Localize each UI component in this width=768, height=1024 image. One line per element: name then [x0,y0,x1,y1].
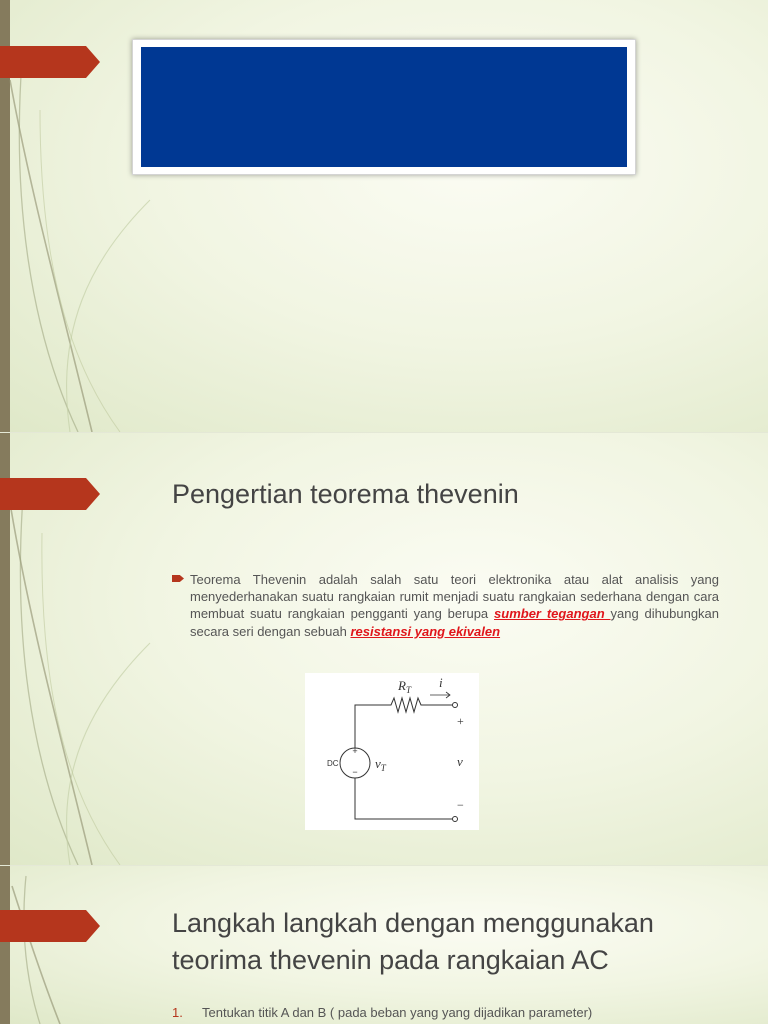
slide-title-line-1: Langkah langkah dengan menggunakan [172,908,654,938]
resistor-subscript: T [405,685,411,695]
output-minus-sign: − [457,798,464,812]
bullet-text-part: Teorema Thevenin adalah salah satu teori elektronika atau alat analisis yang menyederhanakan suatu rangkaian rumit menjadi suatu rangkaian sederhana dengan cara membuat suatu rangkaian pengganti yang berupa [190,572,719,622]
highlight-resistansi: resistansi yang ekivalen [350,623,501,639]
terminal-bottom [453,817,458,822]
thevenin-circuit-diagram [305,673,479,830]
slide-2 [0,433,768,865]
slide-title: Pengertian teorema thevenin [172,479,519,509]
terminal-top [453,703,458,708]
bullet-text [190,571,719,640]
title-arrow-marker [0,910,100,942]
step-text: Tentukan titik A dan B ( pada beban yang yang dijadikan parameter) [202,1005,593,1020]
title-box-fill [141,47,627,167]
title-box [132,39,636,175]
source-minus-sign: − [352,767,358,777]
slide-title [172,905,654,979]
source-plus-sign: + [352,746,358,756]
highlight-sumber-tegangan: sumber tegangan [494,606,611,622]
swoosh-decoration [0,866,200,1024]
source-voltage-symbol: v [375,756,381,771]
title-arrow-marker [0,46,100,78]
dc-label: DC [327,759,339,768]
output-plus-sign: + [457,714,464,728]
step-number: 1. [172,1005,183,1020]
title-arrow-marker [0,478,100,510]
bullet-text-part: yang dihubungkan secara seri dengan sebuah [190,606,720,639]
current-label: i [439,675,443,690]
slide-1 [0,0,768,432]
source-voltage-subscript: T [380,763,386,773]
slide-3 [0,866,768,1024]
output-voltage-label: v [457,754,463,769]
resistor-symbol: R [398,678,406,693]
slide-title-line-2: teorima thevenin pada rangkaian AC [172,945,609,975]
